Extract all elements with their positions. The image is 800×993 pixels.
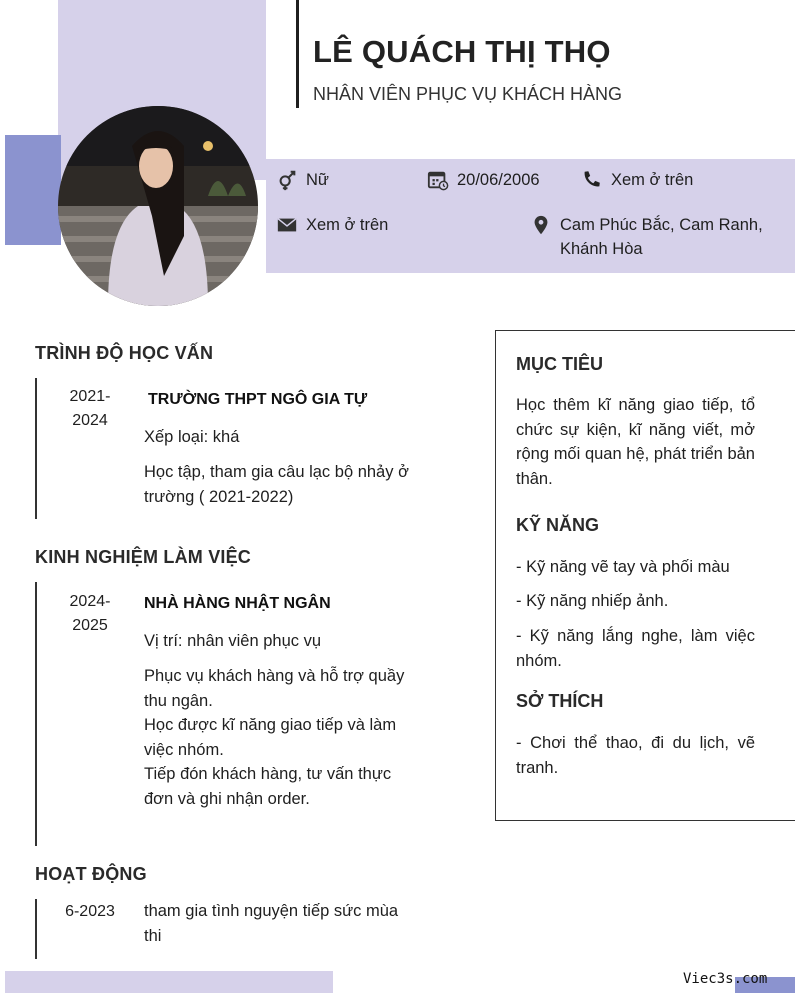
objective-section-title: MỤC TIÊU — [516, 354, 603, 374]
phone-icon — [581, 169, 603, 191]
calendar-icon — [427, 169, 449, 191]
activity-line-2: thi — [144, 926, 162, 945]
experience-line: Học được kĩ năng giao tiếp và làm — [144, 716, 397, 734]
experience-line: việc nhóm. — [144, 740, 224, 759]
address-item — [530, 213, 763, 261]
experience-position: Vị trí: nhân viên phục vụ — [144, 632, 322, 650]
hobbies-section-title: SỞ THÍCH — [516, 691, 604, 711]
experience-line: đơn và ghi nhận order. — [144, 789, 310, 808]
email-value: Xem ở trên — [306, 216, 389, 234]
activity-line-1: tham gia tình nguyện tiếp sức mùa — [144, 902, 399, 920]
education-year — [55, 385, 125, 433]
email-item — [276, 213, 388, 237]
experience-line: thu ngân. — [144, 691, 213, 710]
activities-section-title: HOẠT ĐỘNG — [35, 864, 147, 884]
experience-year-end: 2025 — [72, 617, 108, 634]
job-title: NHÂN VIÊN PHỤC VỤ KHÁCH HÀNG — [313, 84, 623, 104]
activities-timeline-line — [35, 899, 37, 959]
education-timeline-line — [35, 378, 37, 519]
skill-item: - Kỹ năng vẽ tay và phối màu — [516, 558, 730, 576]
gender-icon — [276, 169, 298, 191]
skills-section-title: KỸ NĂNG — [516, 515, 600, 535]
address-line-2: Khánh Hòa — [560, 240, 643, 258]
birthday-value: 20/06/2006 — [457, 171, 540, 189]
phone-value: Xem ở trên — [611, 171, 694, 189]
experience-timeline-line — [35, 582, 37, 846]
education-desc-line-2: trường ( 2021-2022) — [144, 487, 294, 506]
gender-item — [276, 168, 329, 192]
experience-year-start: 2024- — [69, 593, 111, 610]
education-section-title: TRÌNH ĐỘ HỌC VẤN — [35, 343, 214, 363]
candidate-name: LÊ QUÁCH THỊ THỌ — [313, 34, 611, 69]
school-name: TRƯỜNG THPT NGÔ GIA TỰ — [148, 391, 368, 408]
education-rank: Xếp loại: khá — [144, 428, 240, 446]
side-decoration-block — [5, 135, 61, 245]
profile-photo — [58, 106, 258, 306]
education-year-end: 2024 — [72, 412, 108, 429]
location-pin-icon — [530, 214, 552, 236]
objective-text: Học thêm kĩ năng giao tiếp, tổ chức sự kiện, kĩ năng viết, mở rộng mối quan hệ, phát triển bản thân. — [516, 396, 755, 488]
experience-description — [144, 664, 404, 811]
brand-watermark: Viec3s.com — [683, 971, 768, 987]
activity-date: 6-2023 — [65, 903, 115, 920]
activity-description — [144, 899, 398, 948]
phone-item — [581, 168, 693, 192]
experience-line: Tiếp đón khách hàng, tư vấn thực — [144, 765, 392, 783]
education-year-start: 2021- — [69, 388, 111, 405]
name-accent-bar — [296, 0, 299, 108]
skill-item: - Kỹ năng lắng nghe, làm việc nhóm. — [516, 627, 755, 670]
skill-item: - Kỹ năng nhiếp ảnh. — [516, 592, 669, 610]
experience-year — [55, 590, 125, 638]
avatar — [58, 106, 258, 306]
email-icon — [276, 214, 298, 236]
education-description — [144, 460, 409, 509]
gender-value: Nữ — [306, 171, 329, 189]
education-desc-line-1: Học tập, tham gia câu lạc bộ nhảy ở — [144, 463, 409, 481]
birthday-item — [427, 168, 540, 192]
footer-decoration-bar — [5, 971, 333, 993]
experience-line: Phục vụ khách hàng và hỗ trợ quầy — [144, 667, 405, 685]
company-name: NHÀ HÀNG NHẬT NGÂN — [144, 595, 331, 612]
experience-section-title: KINH NGHIỆM LÀM VIỆC — [35, 547, 252, 567]
address-line-1: Cam Phúc Bắc, Cam Ranh, — [560, 216, 763, 234]
hobbies-text: - Chơi thể thao, đi du lịch, vẽ tranh. — [516, 734, 755, 777]
